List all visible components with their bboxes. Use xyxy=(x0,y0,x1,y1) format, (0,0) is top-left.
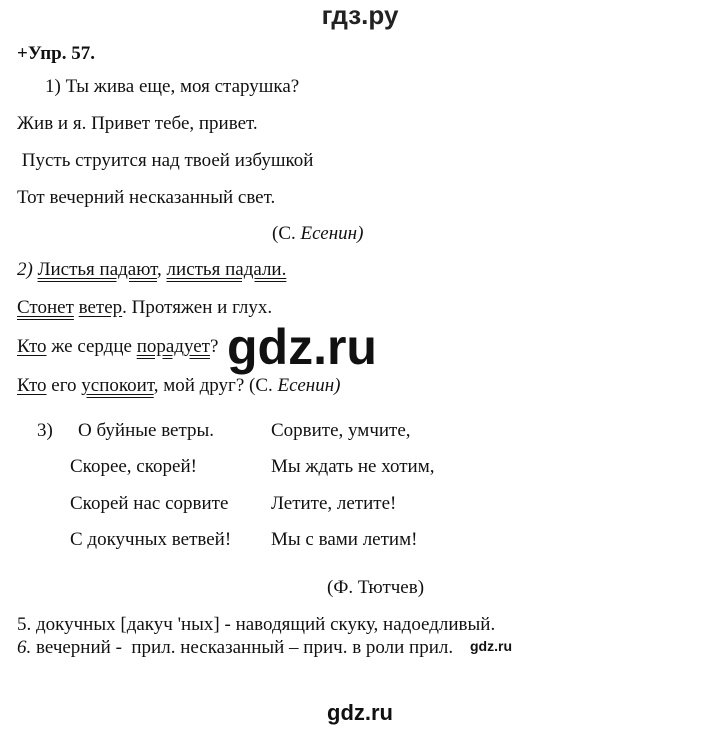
poem1-author xyxy=(272,223,363,245)
watermark-small: gdz.ru xyxy=(470,638,512,654)
poem3-left-2: Скорее, скорей! xyxy=(70,456,197,477)
poem2-line-2 xyxy=(17,297,272,319)
site-footer: gdz.ru xyxy=(327,700,393,725)
note-6-number: 6. xyxy=(17,637,32,658)
poem2-line-3-rest: ? xyxy=(209,336,219,357)
poem2-line-4-rest: , мой друг? (С. xyxy=(153,375,278,396)
note-6 xyxy=(17,637,453,659)
poem2-line-4 xyxy=(17,375,340,397)
poem2-author: Есенин) xyxy=(277,375,341,396)
poem2-subject-1: Листья падают xyxy=(37,259,158,280)
poem1-author-name: Есенин) xyxy=(300,223,364,244)
note-6-text: вечерний - прил. несказанный – прич. в роли прил. xyxy=(31,637,454,658)
site-header: гдз.ру xyxy=(321,0,399,30)
poem2-subject-2: листья падали. xyxy=(166,259,287,280)
poem3-right-2: Мы ждать не хотим, xyxy=(271,456,435,477)
poem3-left-1: О буйные ветры. xyxy=(78,420,215,441)
poem2-subject-wind: ветер xyxy=(78,297,123,318)
poem3-right-4: Мы с вами летим! xyxy=(271,529,418,550)
poem2-who-1: Кто xyxy=(17,336,47,357)
poem3-left-3: Скорей нас сорвите xyxy=(70,493,229,514)
exercise-title: +Упр. 57. xyxy=(17,43,95,64)
poem2-number: 2) xyxy=(17,259,33,280)
note-5: 5. докучных [дакуч 'ных] - наводящий скуку, надоедливый. xyxy=(17,614,496,635)
poem1-line-2: Жив и я. Привет тебе, привет. xyxy=(17,113,258,134)
poem2-gladden: порадует xyxy=(136,336,210,357)
poem2-sep: , xyxy=(157,259,167,280)
poem3-right-1: Сорвите, умчите, xyxy=(271,420,411,441)
poem1-number: 1) xyxy=(45,76,61,97)
poem1-author-open: (С. xyxy=(272,223,296,244)
poem3-right-3: Летите, летите! xyxy=(271,493,397,514)
poem2-line-4-mid: его xyxy=(46,375,82,396)
poem2-who-2: Кто xyxy=(17,375,47,396)
poem2-line-3 xyxy=(17,336,218,358)
poem2-line-3-mid: же сердце xyxy=(46,336,137,357)
poem2-line-1 xyxy=(17,259,286,281)
poem1-line-4: Тот вечерний несказанный свет. xyxy=(17,187,276,208)
poem2-predicate: Стонет xyxy=(17,297,74,318)
poem1-line-3: Пусть струится над твоей избушкой xyxy=(17,150,314,171)
poem2-calm: успокоит xyxy=(81,375,154,396)
watermark-center: gdz.ru xyxy=(227,319,377,375)
poem3-left-4: С докучных ветвей! xyxy=(70,529,232,550)
poem3-author: (Ф. Тютчев) xyxy=(327,577,425,598)
poem2-line-2-rest: . Протяжен и глух. xyxy=(122,297,273,318)
poem1-line-1-text: Ты жива еще, моя старушка? xyxy=(65,76,300,97)
poem3-number: 3) xyxy=(37,420,53,441)
poem1-line-1 xyxy=(45,76,299,98)
